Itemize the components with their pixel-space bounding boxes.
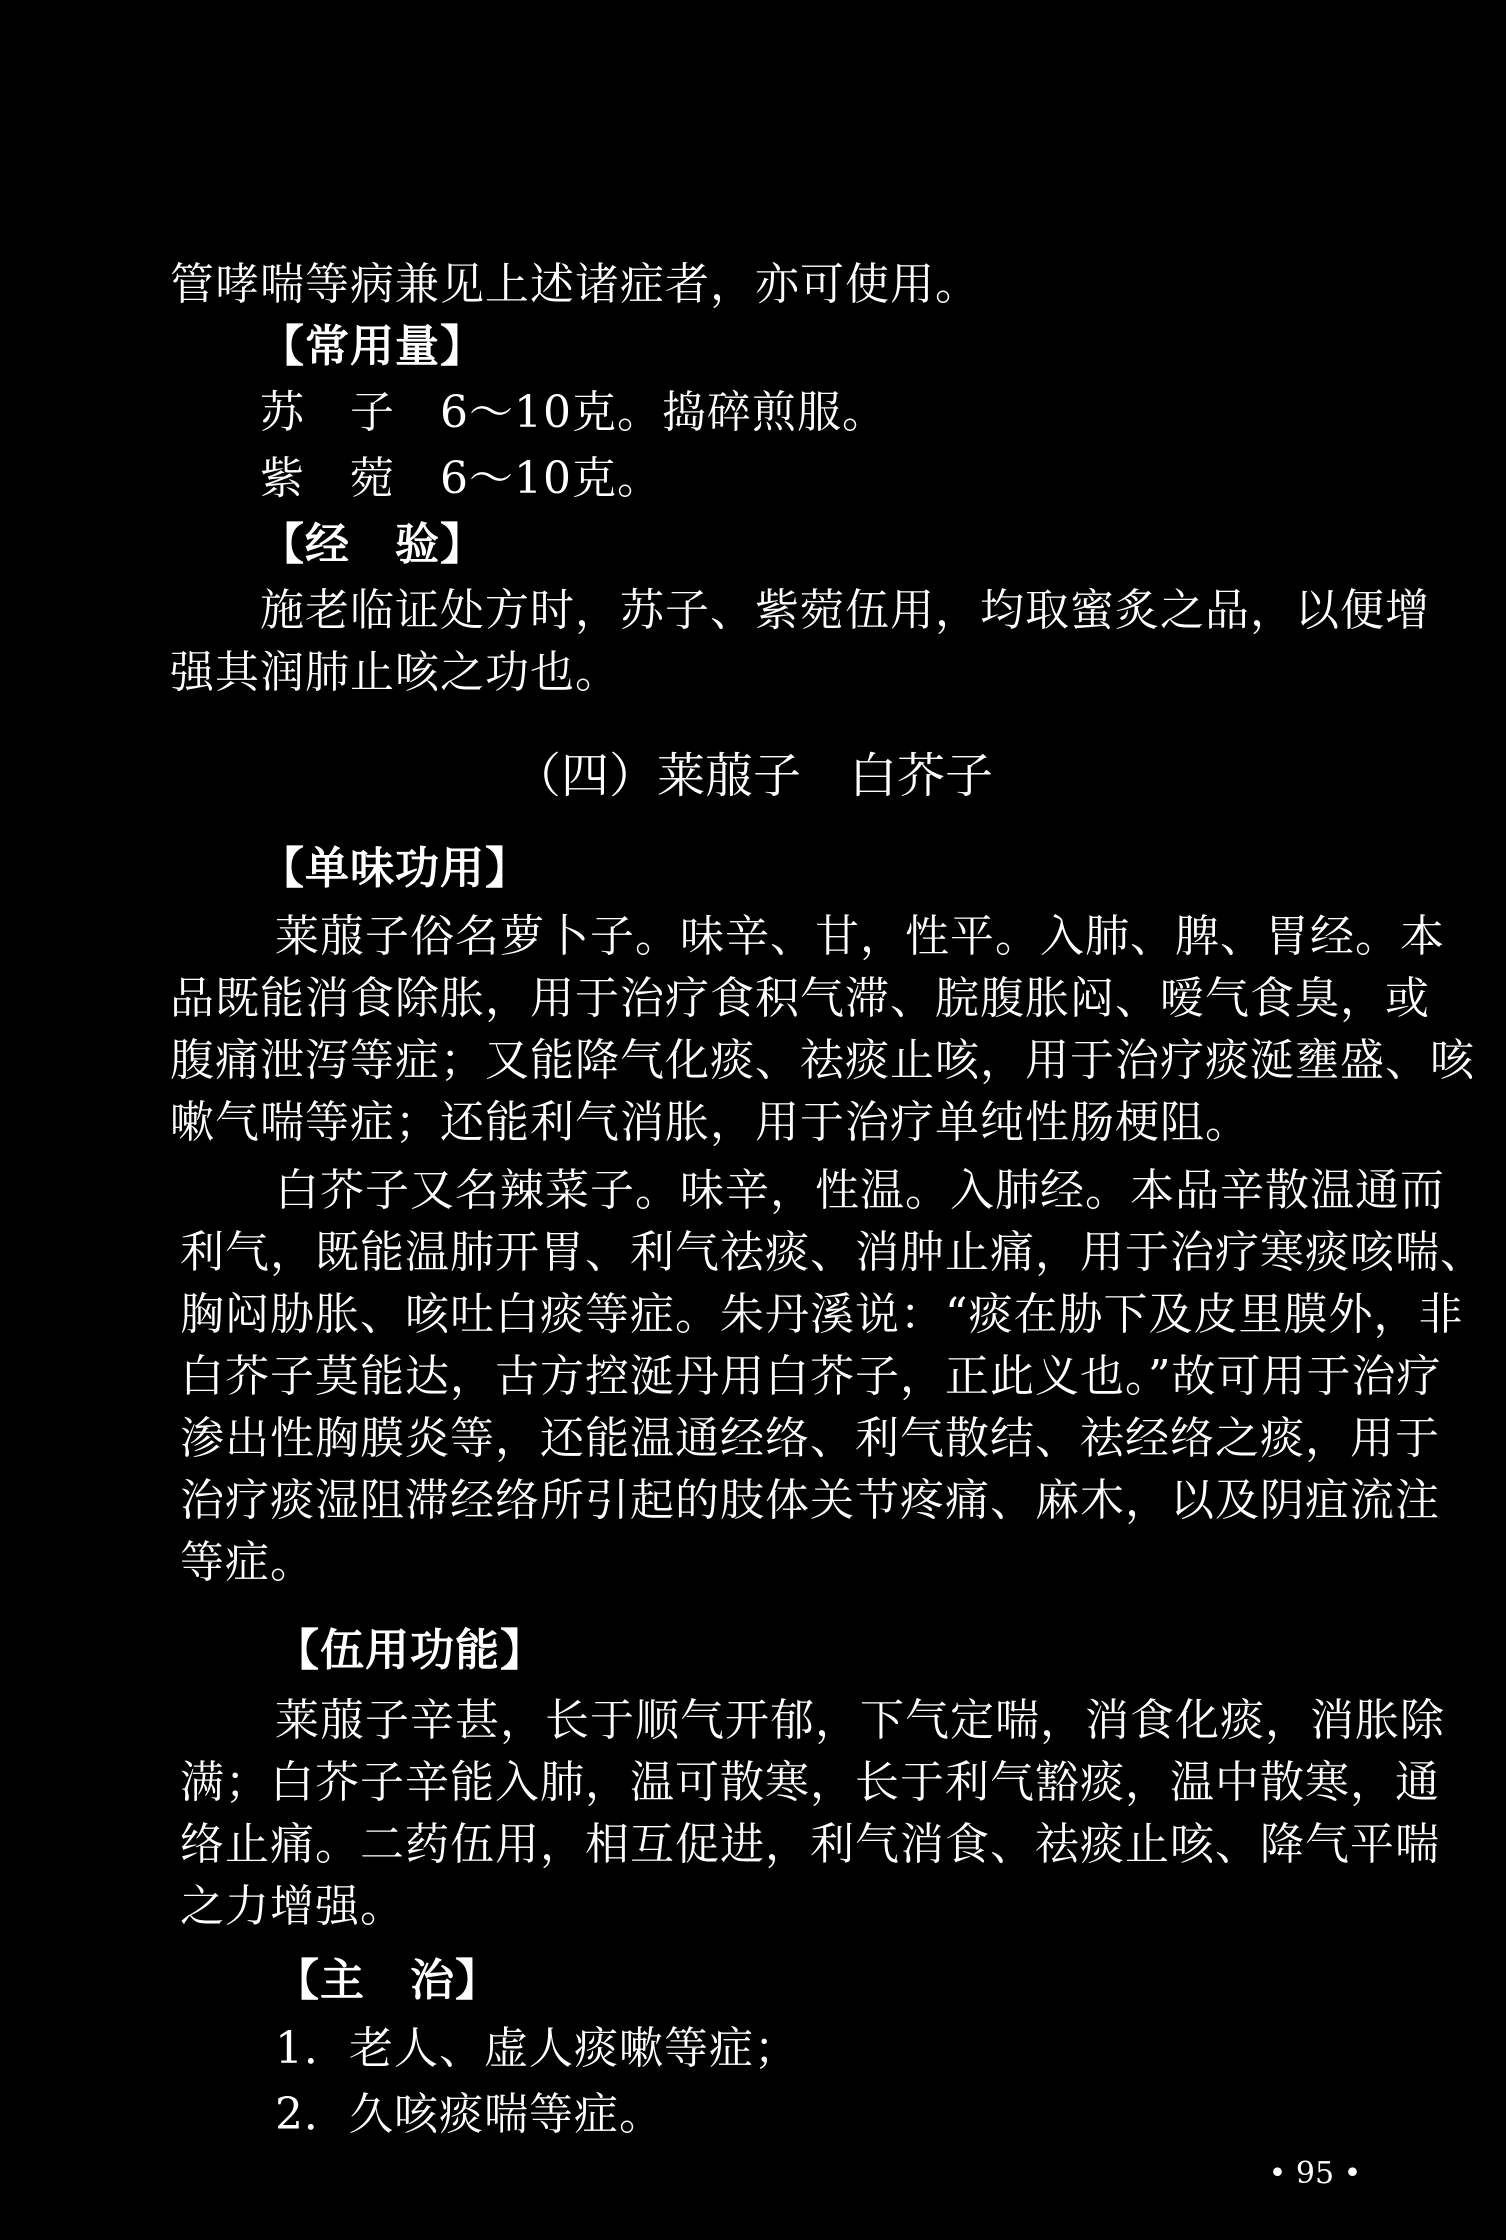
body-line: 莱菔子辛甚，长于顺气开郁，下气定喘，消食化痰，消胀除 (275, 1695, 1445, 1746)
dosage-line: 紫 菀 6～10克。 (260, 453, 662, 504)
body-line: 络止痛。二药伍用，相互促进，利气消食、祛痰止咳、降气平喘 (180, 1819, 1440, 1870)
body-line: 治疗痰湿阻滞经络所引起的肢体关节疼痛、麻木，以及阴疽流注 (180, 1475, 1440, 1526)
body-line: 白芥子莫能达，古方控涎丹用白芥子，正此义也。”故可用于治疗 (180, 1351, 1442, 1402)
body-line: 莱菔子俗名萝卜子。味辛、甘，性平。入肺、脾、胃经。本 (275, 911, 1445, 962)
chapter-heading: （四）莱菔子 白芥子 (512, 748, 993, 804)
section-heading-indications: 【主 治】 (275, 1955, 500, 2006)
page-number: • 95 • (1268, 2156, 1362, 2191)
body-line: 强其润肺止咳之功也。 (170, 647, 620, 698)
body-line: 施老临证处方时，苏子、紫菀伍用，均取蜜炙之品，以便增 (260, 585, 1430, 636)
section-heading-combined-function: 【伍用功能】 (275, 1625, 545, 1676)
section-heading-dosage: 【常用量】 (260, 321, 485, 372)
body-line: 之力增强。 (180, 1881, 405, 1932)
body-line: 腹痛泄泻等症；又能降气化痰、祛痰止咳，用于治疗痰涎壅盛、咳 (170, 1035, 1475, 1086)
body-line: 嗽气喘等症；还能利气消胀，用于治疗单纯性肠梗阻。 (170, 1097, 1250, 1148)
body-line: 利气，既能温肺开胃、利气祛痰、消肿止痛，用于治疗寒痰咳喘、 (180, 1227, 1485, 1278)
body-line: 胸闷胁胀、咳吐白痰等症。朱丹溪说：“痰在胁下及皮里膜外，非 (180, 1289, 1464, 1340)
body-line: 等症。 (180, 1537, 315, 1588)
indication-item: 1．老人、虚人痰嗽等症； (275, 2023, 799, 2074)
dosage-line: 苏 子 6～10克。捣碎煎服。 (260, 387, 887, 438)
body-line: 品既能消食除胀，用于治疗食积气滞、脘腹胀闷、嗳气食臭，或 (170, 973, 1430, 1024)
body-line: 管哮喘等病兼见上述诸症者，亦可使用。 (170, 259, 980, 310)
section-heading-experience: 【经 验】 (260, 519, 485, 570)
section-heading-single-function: 【单味功用】 (260, 843, 530, 894)
indication-item: 2．久咳痰喘等症。 (275, 2089, 664, 2140)
body-line: 满；白芥子辛能入肺，温可散寒，长于利气豁痰，温中散寒，通 (180, 1757, 1440, 1808)
body-line: 渗出性胸膜炎等，还能温通经络、利气散结、祛经络之痰，用于 (180, 1413, 1440, 1464)
body-line: 白芥子又名辣菜子。味辛，性温。入肺经。本品辛散温通而 (275, 1165, 1445, 1216)
